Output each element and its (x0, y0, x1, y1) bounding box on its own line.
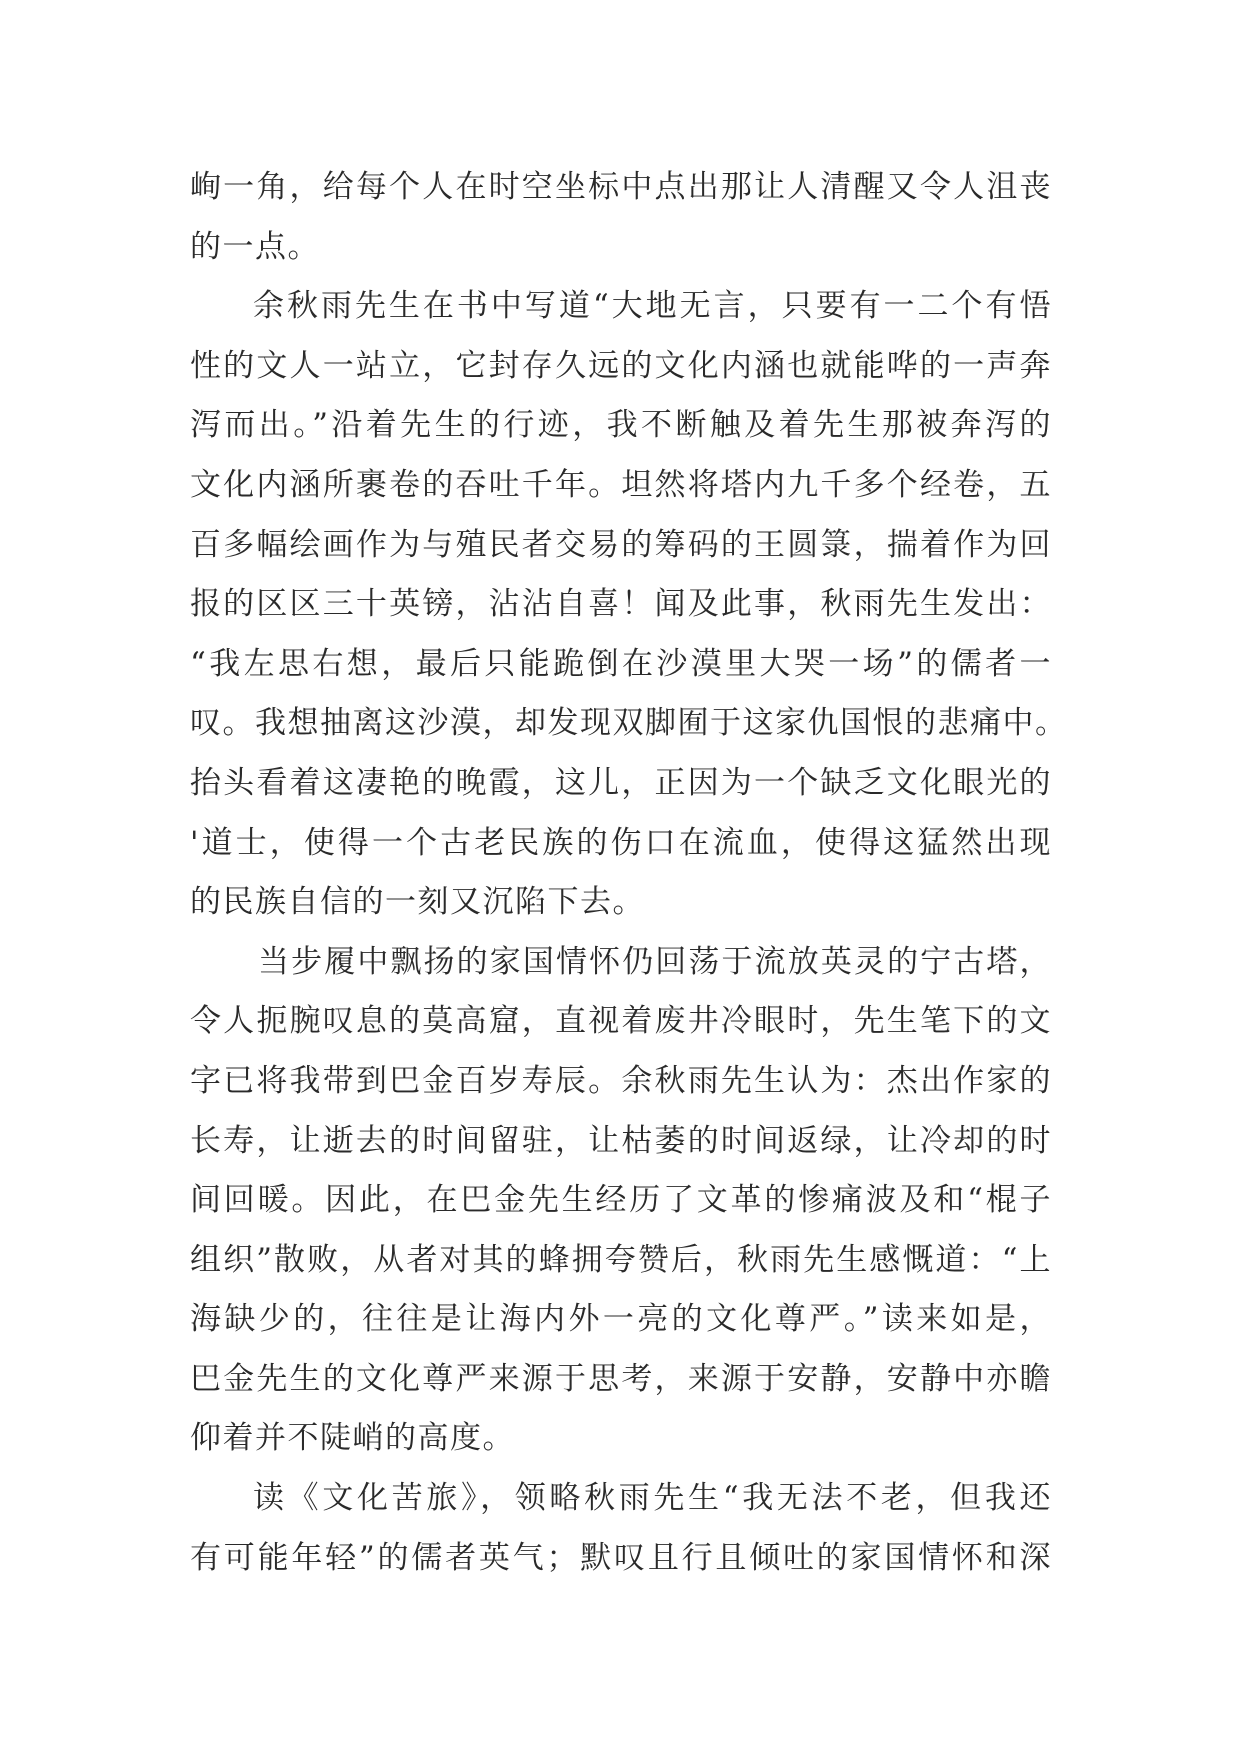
text-line: 的民族自信的一刻又沉陷下去。 (190, 884, 645, 921)
text-line: 仰着并不陡峭的高度。 (190, 1420, 515, 1457)
text-line: '道士，使得一个古老民族的伤口在流血，使得这猛然出现 (190, 824, 1052, 861)
text-line: 字已将我带到巴金百岁寿辰。余秋雨先生认为：杰出作家的 (190, 1062, 1052, 1099)
text-line: 令人扼腕叹息的莫高窟，直视着废井冷眼时，先生笔下的文 (190, 1003, 1052, 1040)
text-line: 泻而出。”沿着先生的行迹，我不断触及着先生那被奔泻的 (190, 407, 1052, 444)
body-text (190, 158, 1068, 1588)
text-line: 有可能年轻”的儒者英气；默叹且行且倾吐的家国情怀和深 (190, 1539, 1052, 1576)
text-line: 文化内涵所裹卷的吞吐千年。坦然将塔内九千多个经卷，五 (190, 466, 1052, 503)
text-line: 组织”散败，从者对其的蜂拥夸赞后，秋雨先生感慨道：“上 (190, 1241, 1052, 1278)
text-line: 峋一角，给每个人在时空坐标中点出那让人清醒又令人沮丧 (190, 169, 1052, 205)
text-line: 海缺少的，往往是让海内外一亮的文化尊严。”读来如是， (190, 1301, 1052, 1338)
text-line: 长寿，让逝去的时间留驻，让枯萎的时间返绿，让冷却的时 (190, 1122, 1052, 1159)
text-line: 读《文化苦旅》，领略秋雨先生“我无法不老，但我还 (253, 1480, 1052, 1517)
text-line: 当步履中飘扬的家国情怀仍回荡于流放英灵的宁古塔， (258, 943, 1052, 980)
text-line: 百多幅绘画作为与殖民者交易的筹码的王圆箓，揣着作为回 (190, 526, 1052, 563)
text-line: 报的区区三十英镑，沾沾自喜！闻及此事，秋雨先生发出： (190, 586, 1052, 623)
text-line: “我左思右想，最后只能跪倒在沙漠里大哭一场”的儒者一 (190, 645, 1052, 682)
text-line: 余秋雨先生在书中写道“大地无言，只要有一二个有悟 (253, 288, 1052, 325)
text-line: 间回暖。因此，在巴金先生经历了文革的惨痛波及和“棍子 (190, 1182, 1052, 1219)
text-line: 叹。我想抽离这沙漠，却发现双脚囿于这家仇国恨的悲痛中。 (190, 705, 1068, 742)
text-line: 的一点。 (190, 228, 320, 265)
text-line: 抬头看着这凄艳的晚霞，这儿，正因为一个缺乏文化眼光的 (190, 764, 1052, 801)
text-line: 巴金先生的文化尊严来源于思考，来源于安静，安静中亦瞻 (190, 1360, 1052, 1397)
text-line: 性的文人一站立，它封存久远的文化内涵也就能哗的一声奔 (190, 347, 1052, 384)
